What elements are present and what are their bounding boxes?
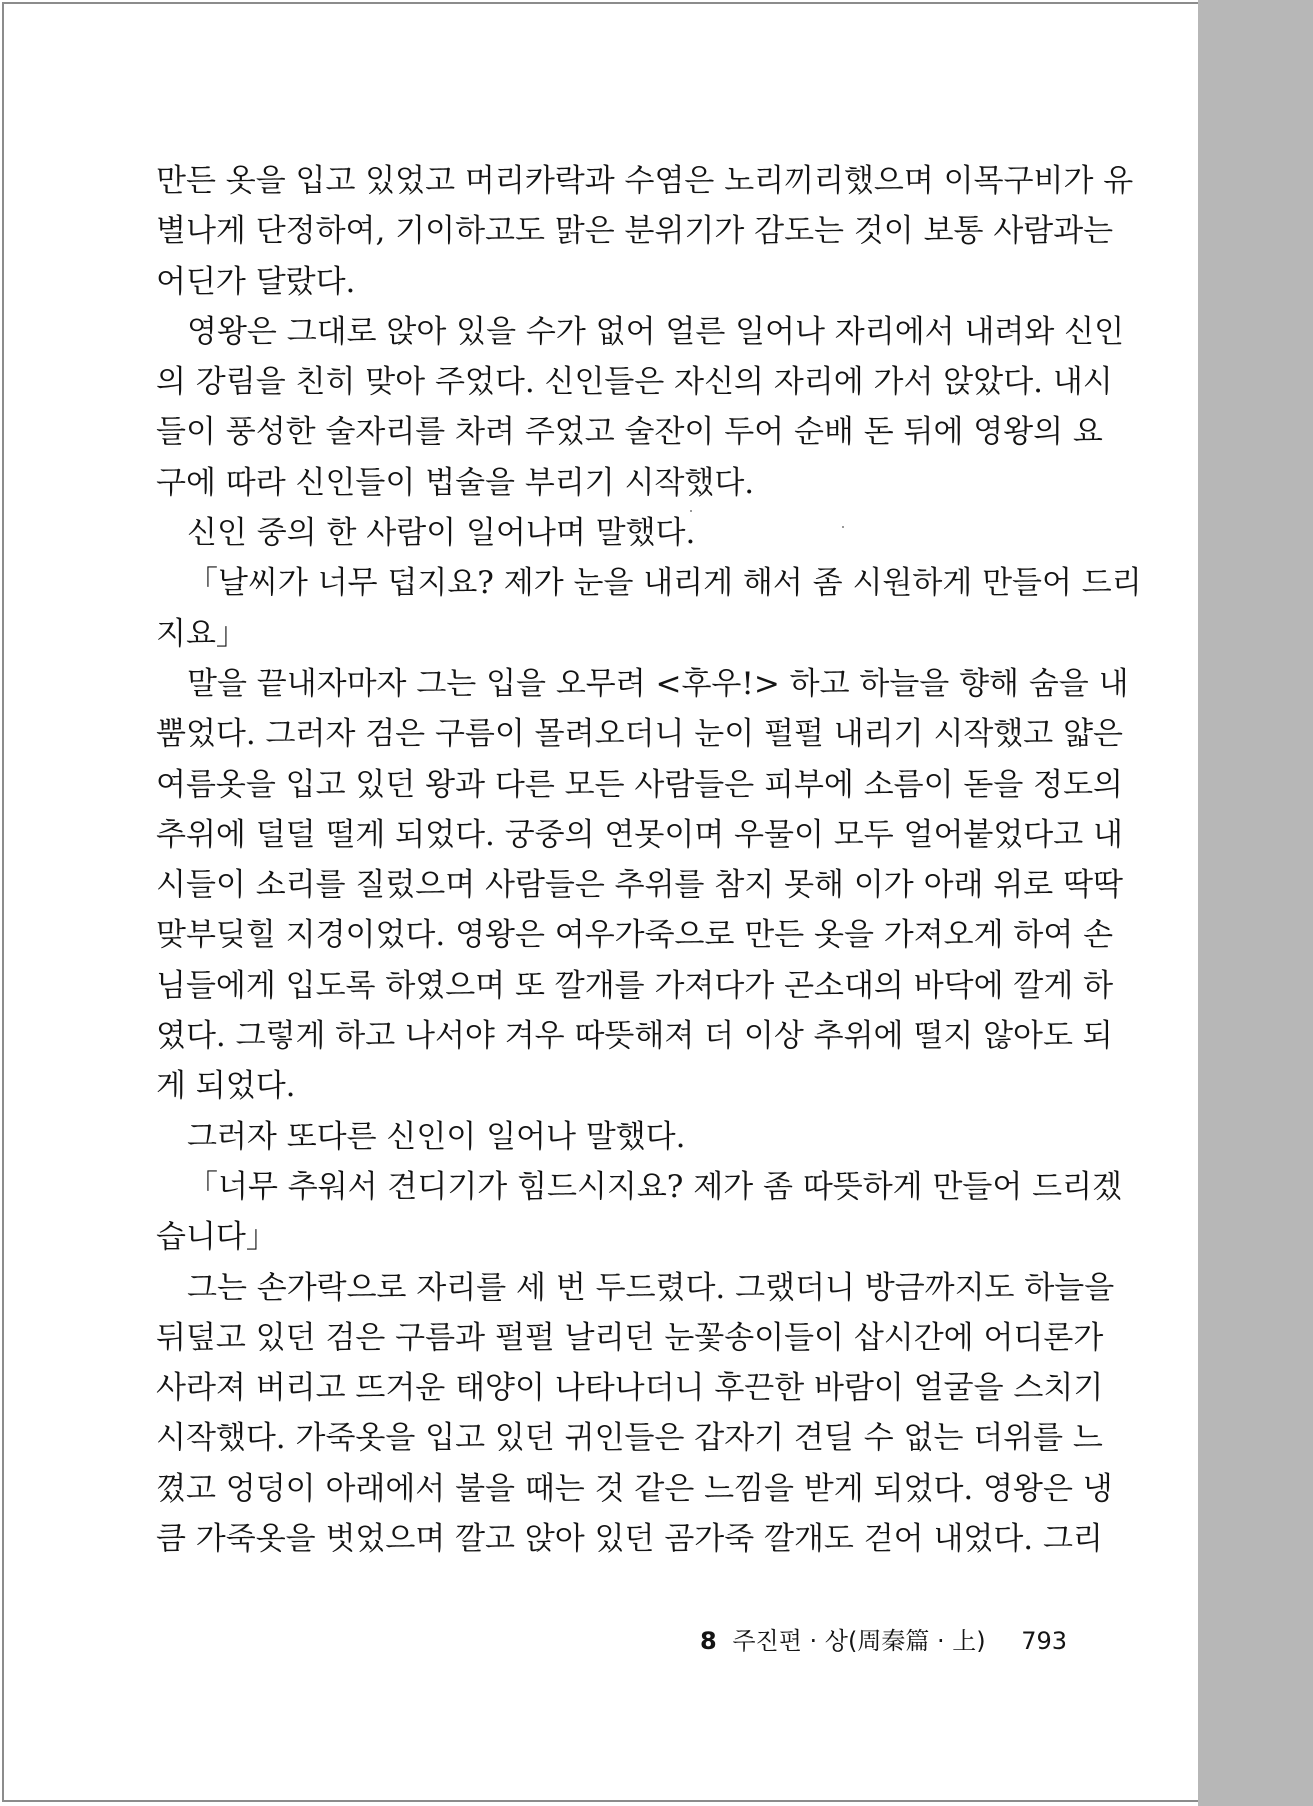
text-line: 영왕은 그대로 앉아 있을 수가 없어 얼른 일어나 자리에서 내려와 신인 (187, 313, 1125, 350)
text-line: 추위에 덜덜 떨게 되었다. 궁중의 연못이며 우물이 모두 얼어붙었다고 내 (156, 816, 1123, 853)
text-line: 의 강림을 친히 맞아 주었다. 신인들은 자신의 자리에 가서 앉았다. 내시 (156, 364, 1113, 401)
scan-speck (842, 526, 844, 528)
text-line: 「날씨가 너무 덥지요? 제가 눈을 내리게 해서 좀 시원하게 만들어 드리 (187, 565, 1142, 602)
text-line: 뒤덮고 있던 검은 구름과 펄펄 날리던 눈꽃송이들이 삽시간에 어디론가 (156, 1319, 1104, 1356)
scan-speck (690, 510, 692, 512)
text-line: 뿜었다. 그러자 검은 구름이 몰려오더니 눈이 펄펄 내리기 시작했고 얇은 (156, 716, 1123, 753)
text-line: 시들이 소리를 질렀으며 사람들은 추위를 참지 못해 이가 아래 위로 딱딱 (156, 867, 1123, 904)
text-line: 습니다」 (156, 1219, 277, 1256)
text-line: 그러자 또다른 신인이 일어나 말했다. (187, 1118, 686, 1155)
text-line: 신인 중의 한 사람이 일어나며 말했다. (187, 515, 696, 552)
book-page-edge (1198, 0, 1313, 1806)
chapter-number: 8 (700, 1627, 717, 1655)
text-line: 어딘가 달랐다. (156, 263, 356, 300)
text-line: 별나게 단정하여, 기이하고도 맑은 분위기가 감도는 것이 보통 사람과는 (156, 213, 1114, 250)
text-line: 「너무 추워서 견디기가 힘드시지요? 제가 좀 따뜻하게 만들어 드리겠 (187, 1168, 1122, 1205)
text-line: 꼈고 엉덩이 아래에서 불을 때는 것 같은 느낌을 받게 되었다. 영왕은 냉 (156, 1470, 1113, 1507)
page-number: 793 (1021, 1627, 1068, 1655)
text-line: 큼 가죽옷을 벗었으며 깔고 앉아 있던 곰가죽 깔개도 걷어 내었다. 그리 (156, 1521, 1103, 1558)
body-text (156, 156, 1142, 1564)
text-line: 사라져 버리고 뜨거운 태양이 나타나더니 후끈한 바람이 얼굴을 스치기 (156, 1370, 1104, 1407)
text-line: 시작했다. 가죽옷을 입고 있던 귀인들은 갑자기 견딜 수 없는 더위를 느 (156, 1420, 1103, 1457)
text-line: 맞부딪힐 지경이었다. 영왕은 여우가죽으로 만든 옷을 가져오게 하여 손 (156, 917, 1114, 954)
text-line: 만든 옷을 입고 있었고 머리카락과 수염은 노리끼리했으며 이목구비가 유 (156, 163, 1134, 199)
chapter-title: 주진편 · 상(周秦篇 · 上) (732, 1627, 986, 1655)
text-line: 여름옷을 입고 있던 왕과 다른 모든 사람들은 피부에 소름이 돋을 정도의 (156, 766, 1123, 803)
text-line: 그는 손가락으로 자리를 세 번 두드렸다. 그랬더니 방금까지도 하늘을 (187, 1269, 1115, 1306)
text-line: 게 되었다. (156, 1068, 296, 1105)
text-line: 님들에게 입도록 하였으며 또 깔개를 가져다가 곤소대의 바닥에 깔게 하 (156, 967, 1114, 1004)
text-line: 지요」 (156, 615, 247, 652)
text-line: 였다. 그렇게 하고 나서야 겨우 따뜻해져 더 이상 추위에 떨지 않아도 되 (156, 1018, 1113, 1055)
text-line: 말을 끝내자마자 그는 입을 오무려 <후우!> 하고 하늘을 향해 숨을 내 (187, 665, 1129, 702)
text-line: 구에 따라 신인들이 법술을 부리기 시작했다. (156, 464, 755, 501)
page-footer (700, 1621, 1067, 1656)
text-line: 들이 풍성한 술자리를 차려 주었고 술잔이 두어 순배 돈 뒤에 영왕의 요 (156, 414, 1103, 451)
